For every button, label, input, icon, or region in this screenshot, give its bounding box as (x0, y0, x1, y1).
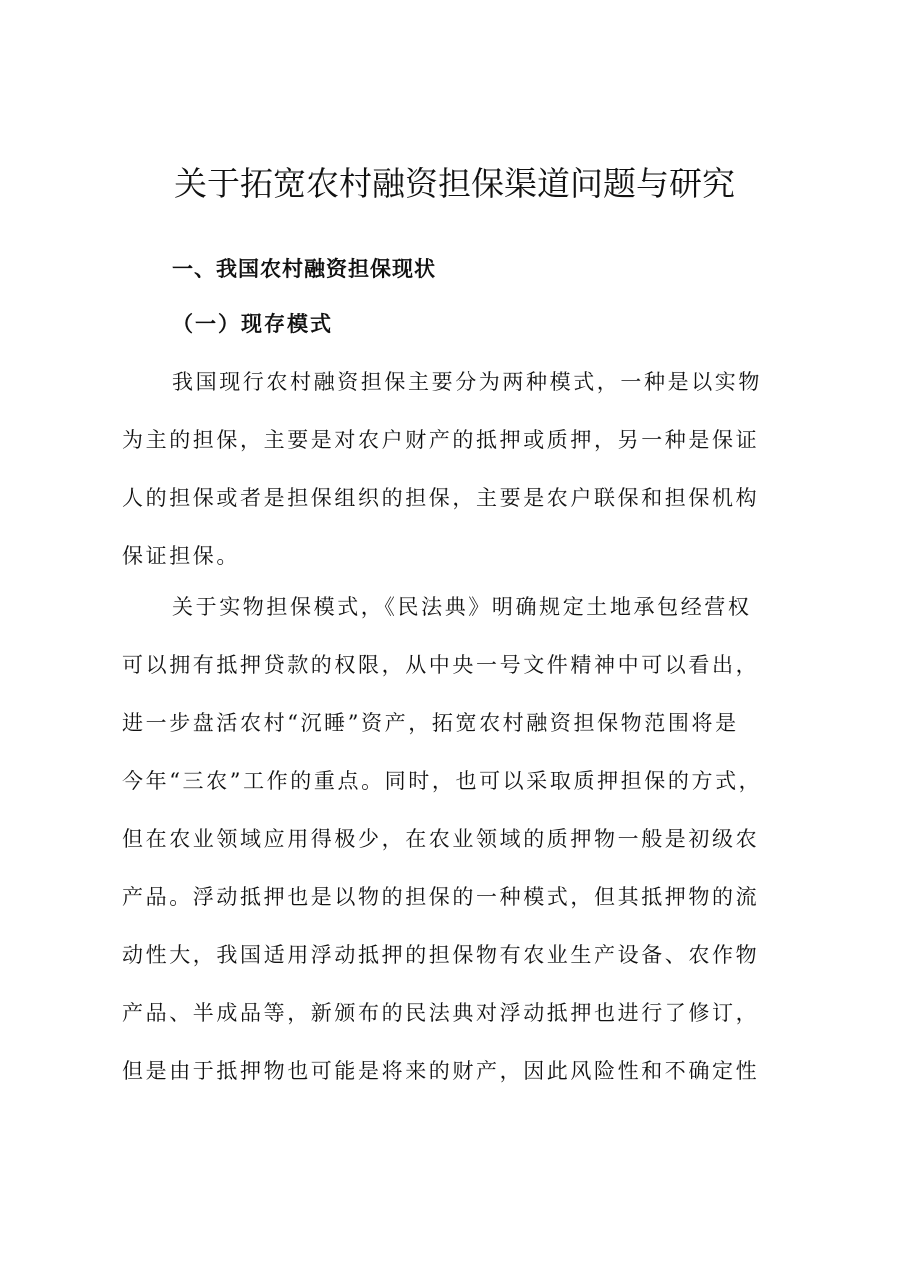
paragraph-line: 动性大，我国适用浮动抵押的担保物有农业生产设备、农作物 (122, 943, 760, 967)
paragraph-line: 保证担保。 (122, 544, 240, 568)
paragraph-line: 进一步盘活农村“沉睡”资产，拓宽农村融资担保物范围将是 (122, 711, 739, 735)
paragraph-line: 我国现行农村融资担保主要分为两种模式，一种是以实物 (172, 370, 762, 394)
paragraph-line: 产品。浮动抵押也是以物的担保的一种模式，但其抵押物的流 (122, 885, 760, 909)
document-title: 关于拓宽农村融资担保渠道问题与研究 (174, 164, 735, 203)
paragraph-line: 人的担保或者是担保组织的担保，主要是农户联保和担保机构 (122, 486, 760, 510)
paragraph-line: 产品、半成品等，新颁布的民法典对浮动抵押也进行了修订， (122, 1001, 760, 1025)
paragraph-line: 为主的担保，主要是对农户财产的抵押或质押，另一种是保证 (122, 428, 760, 452)
paragraph-line: 今年“三农”工作的重点。同时，也可以采取质押担保的方式， (122, 769, 763, 793)
section-heading: 一、我国农村融资担保现状 (172, 257, 436, 281)
paragraph-current-modes (122, 363, 784, 595)
paragraph-line: 但在农业领域应用得极少，在农业领域的质押物一般是初级农 (122, 827, 760, 851)
subsection-heading: （一）现存模式 (172, 311, 333, 336)
paragraph-line: 关于实物担保模式，《民法典》明确规定土地承包经营权 (172, 595, 752, 619)
paragraph-line: 但是由于抵押物也可能是将来的财产，因此风险性和不确定性 (122, 1059, 760, 1083)
paragraph-line: 可以拥有抵押贷款的权限，从中央一号文件精神中可以看出， (122, 653, 760, 677)
paragraph-physical-guarantee (122, 588, 784, 1110)
